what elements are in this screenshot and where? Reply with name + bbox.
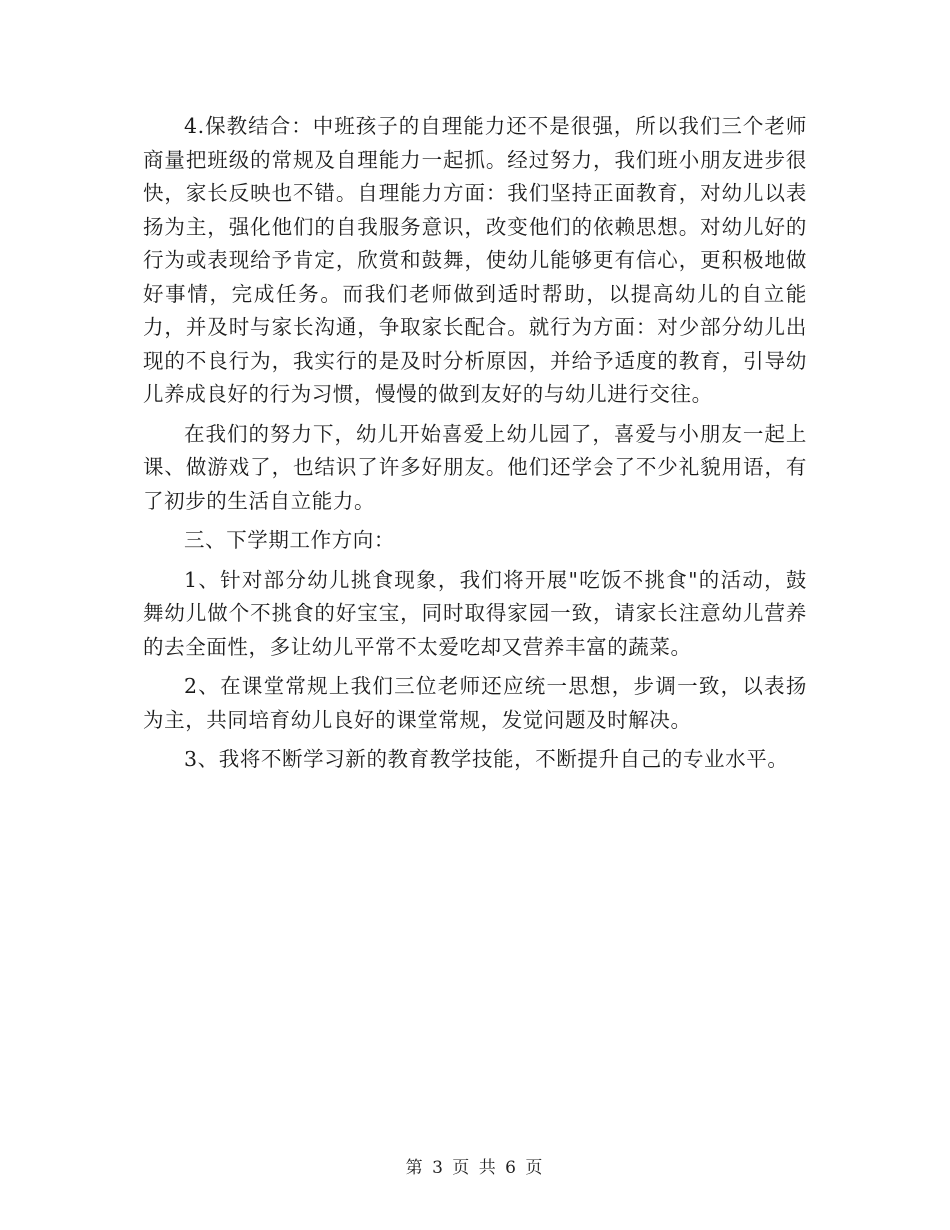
page-number-footer: 第 3 页 共 6 页 bbox=[405, 1158, 545, 1178]
paragraph-plan-item-1: 1、针对部分幼儿挑食现象，我们将开展"吃饭不挑食"的活动，鼓舞幼儿做个不挑食的好宝宝，同时取得家园一致，请家长注意幼儿营养的去全面性，多让幼儿平常不太爱吃却又营养丰富的蔬菜。 bbox=[143, 567, 807, 659]
paragraph-childcare-combined: 4.保教结合：中班孩子的自理能力还不是很强，所以我们三个老师商量把班级的常规及自理能力一起抓。经过努力，我们班小朋友进步很快，家长反映也不错。自理能力方面：我们坚持正面教育，对幼儿以表扬为主，强化他们的自我服务意识，改变他们的依赖思想。对幼儿好的行为或表现给予肯定，欣赏和鼓舞，使幼儿能够更有信心，更积极地做好事情，完成任务。而我们老师做到适时帮助，以提高幼儿的自立能力，并及时与家长沟通，争取家长配合。就行为方面：对少部分幼儿出现的不良行为，我实行的是及时分析原因，并给予适度的教育，引导幼儿养成良好的行为习惯，慢慢的做到友好的与幼儿进行交往。 bbox=[143, 114, 807, 406]
document-body bbox=[143, 110, 807, 783]
section-heading-next-term: 三、下学期工作方向： bbox=[184, 528, 395, 552]
paragraph-progress-summary: 在我们的努力下，幼儿开始喜爱上幼儿园了，喜爱与小朋友一起上课、做游戏了，也结识了许多好朋友。他们还学会了不少礼貌用语，有了初步的生活自立能力。 bbox=[143, 421, 807, 513]
paragraph-plan-item-3: 3、我将不断学习新的教育教学技能，不断提升自己的专业水平。 bbox=[184, 747, 789, 771]
paragraph-plan-item-2: 2、在课堂常规上我们三位老师还应统一思想，步调一致，以表扬为主，共同培育幼儿良好的课堂常规，发觉问题及时解决。 bbox=[143, 674, 807, 732]
